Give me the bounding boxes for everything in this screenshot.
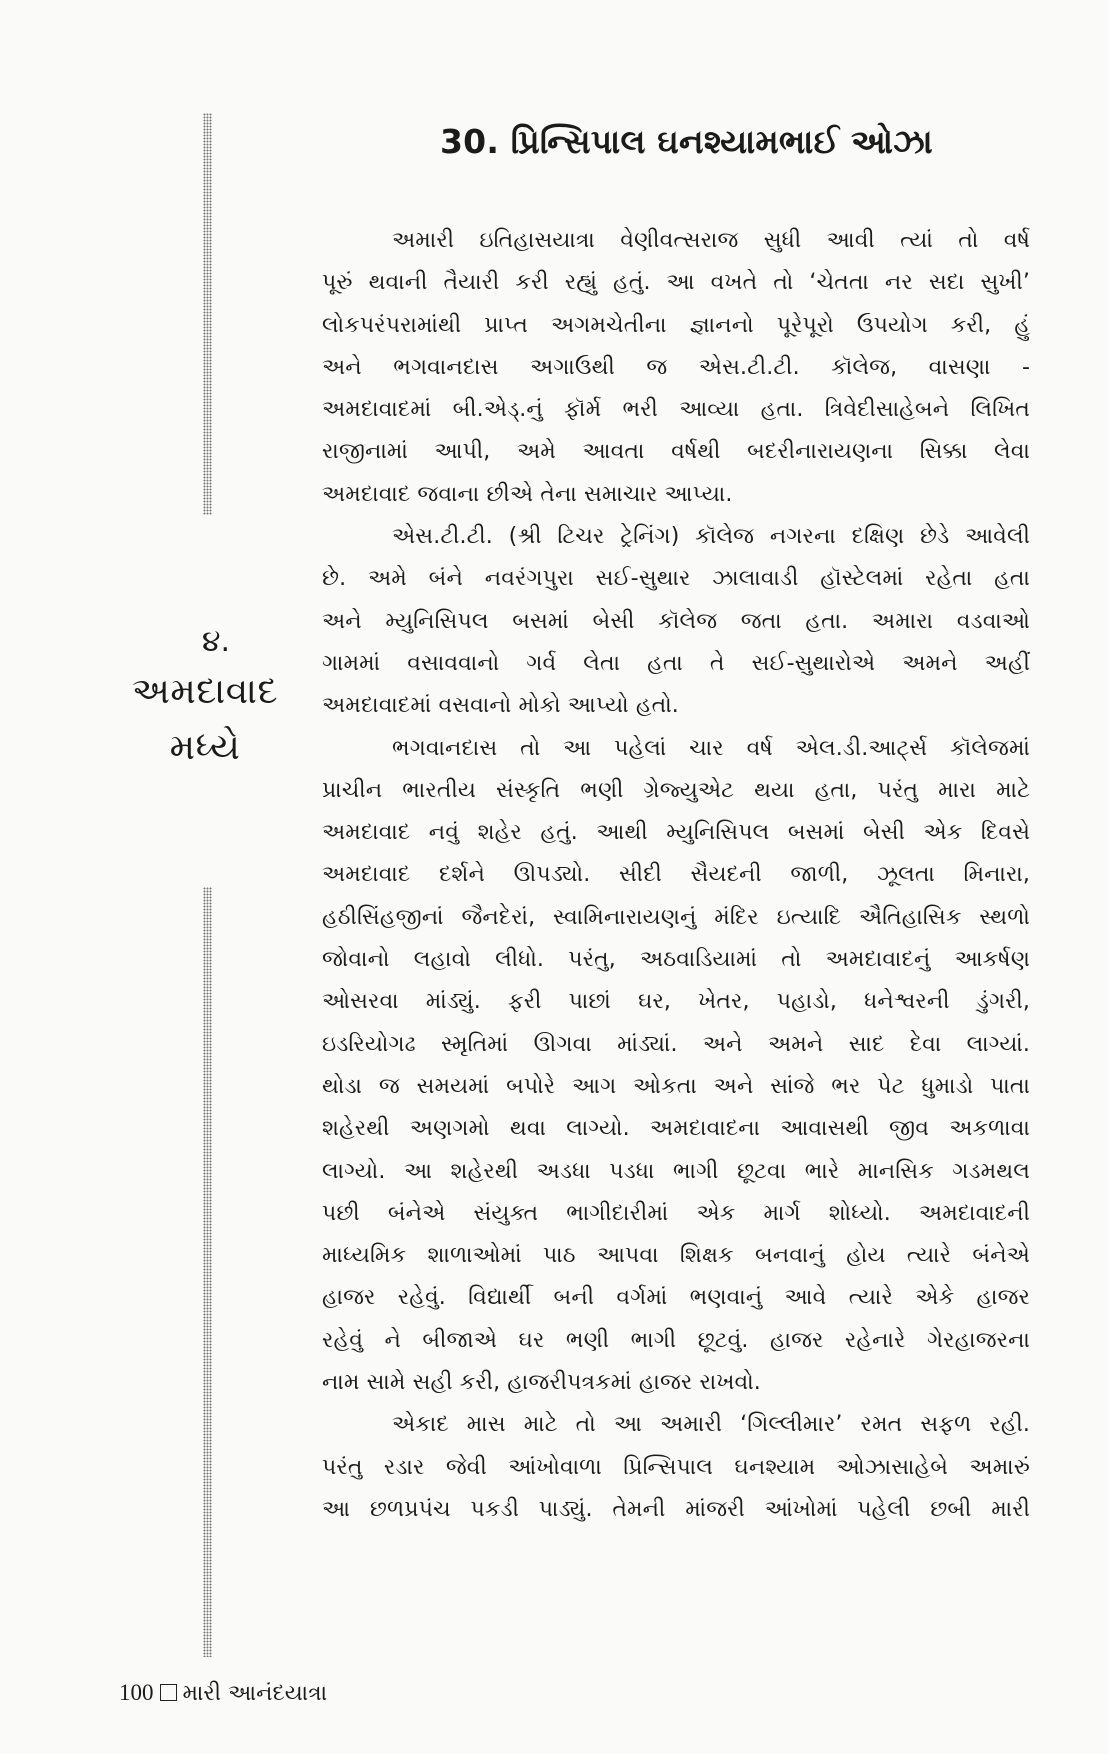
text-line: થોડા જ સમયમાં બપોરે આગ ઓકતા અને સાંજે ભર પેટ ધુમાડો પાતા [322,1073,1030,1099]
text-line: લાગ્યો. આ શહેરથી અડધા પડધા ભાગી છૂટવા ભારે માનસિક ગડમથલ [322,1158,1030,1184]
text-line: માધ્યમિક શાળાઓમાં પાઠ આપવા શિક્ષક બનવાનું હોય ત્યારે બંનેએ [322,1243,1030,1269]
chapter-number: ૪. [201,624,231,659]
text-line: અને ભગવાનદાસ અગાઉથી જ એસ.ટી.ટી. કૉલેજ, વાસણા - [322,354,1030,380]
chapter-title-line-1: અમદાવાદ [131,671,279,712]
text-line: અમદાવાદ જવાના છીએ તેના સમાચાર આપ્યા. [322,481,733,507]
text-line: પછી બંનેએ સંયુક્ત ભાગીદારીમાં એક માર્ગ શોધ્યો. અમદાવાદની [322,1200,1030,1226]
text-line: ઓસરવા માંડ્યું. ફરી પાછાં ઘર, ખેતર, પહાડો, ધનેશ્વરની ડુંગરી, [322,989,1030,1015]
text-line: ગામમાં વસાવવાનો ગર્વ લેતા હતા તે સઈ-સુથારોએ અમને અહીં [322,650,1030,676]
text-line: રહેવું ને બીજાએ ઘર ભણી ભાગી છૂટવું. હાજર રહેનારે ગેરહાજરના [322,1327,1030,1353]
text-line: અમારી ઇતિહાસયાત્રા વેણીવત્સરાજ સુધી આવી ત્યાં તો વર્ષ [392,228,1030,253]
decorative-dotted-rule-bottom [203,887,212,1657]
text-line: અને મ્યુનિસિપલ બસમાં બેસી કૉલેજ જતા હતા. અમારા વડવાઓ [322,608,1030,634]
text-line: એસ.ટી.ટી. (શ્રી ટિચર ટ્રેનિંગ) કૉલેજ નગરના દક્ષિણ છેડે આવેલી [392,524,1030,550]
text-line: નામ સામે સહી કરી, હાજરીપત્રકમાં હાજર રાખવો. [322,1370,761,1396]
text-line: હઠીસિંહજીનાં જૈનદેરાં, સ્વામિનારાયણનું મંદિર ઇત્યાદિ ઐતિહાસિક સ્થળો [322,904,1030,930]
book-title: મારી આનંદયાત્રા [182,1681,328,1706]
section-heading: 30. પ્રિન્સિપાલ ઘનશ્યામભાઈ ઓઝા [440,122,933,161]
text-line: ભગવાનદાસ તો આ પહેલાં ચાર વર્ષ એલ.ડી.આર્ટ્સ કૉલેજમાં [392,735,1030,761]
text-line: રાજીનામાં આપી, અમે આવતા વર્ષથી બદરીનારાયણના સિક્કા લેવા [322,439,1030,465]
text-line: પરંતુ રડાર જેવી આંખોવાળા પ્રિન્સિપાલ ઘનશ્યામ ઓઝાસાહેબે અમારું [322,1454,1030,1480]
chapter-title [120,664,290,776]
text-line: અમદાવાદમાં બી.એડ્.નું ફૉર્મ ભરી આવ્યા હતા. ત્રિવેદીસાહેબને લિખિત [322,397,1030,423]
decorative-dotted-rule-top [203,113,212,515]
text-line: પૂરું થવાની તૈયારી કરી રહ્યું હતું. આ વખતે તો ‘ચેતતા નર સદા સુખી’ [322,270,1030,296]
text-line: આ છળપ્રપંચ પકડી પાડ્યું. તેમની માંજરી આંખોમાં પહેલી છબી મારી [322,1496,1030,1522]
text-line: લોકપરંપરામાંથી પ્રાપ્ત અગમચેતીના જ્ઞાનનો પૂરેપૂરો ઉપયોગ કરી, હું [322,312,1030,338]
text-line: હાજર રહેવું. વિદ્યાર્થી બની વર્ગમાં ભણવાનું આવે ત્યારે એકે હાજર [322,1285,1030,1311]
page-number: 100 [119,1680,154,1705]
chapter-title-line-2: મધ્યે [169,727,241,768]
square-separator-icon [160,1684,177,1701]
text-line: અમદાવાદમાં વસવાનો મોકો આપ્યો હતો. [322,693,679,719]
body-text [322,220,1030,1531]
text-line: પ્રાચીન ભારતીય સંસ્કૃતિ ભણી ગ્રેજ્યુએટ થયા હતા, પરંતુ મારા માટે [322,777,1030,803]
text-line: જોવાનો લહાવો લીધો. પરંતુ, અઠવાડિયામાં તો અમદાવાદનું આકર્ષણ [322,947,1030,973]
text-line: અમદાવાદ દર્શને ઊપડ્યો. સીદી સૈયદની જાળી, ઝૂલતા મિનારા, [322,862,1030,888]
text-line: છે. અમે બંને નવરંગપુરા સઈ-સુથાર ઝાલાવાડી હૉસ્ટેલમાં રહેતા હતા [322,566,1030,592]
page-footer [119,1680,327,1706]
text-line: એકાદ માસ માટે તો આ અમારી ‘ગિલ્લીમાર’ રમત સફળ રહી. [392,1412,1030,1438]
text-line: અમદાવાદ નવું શહેર હતું. આથી મ્યુનિસિપલ બસમાં બેસી એક દિવસે [322,820,1030,846]
text-line: શહેરથી અણગમો થવા લાગ્યો. અમદાવાદના આવાસથી જીવ અકળાવા [322,1116,1030,1142]
text-line: ઇડરિયોગઢ સ્મૃતિમાં ઊગવા માંડ્યાં. અને અમને સાદ દેવા લાગ્યાં. [322,1031,1030,1057]
